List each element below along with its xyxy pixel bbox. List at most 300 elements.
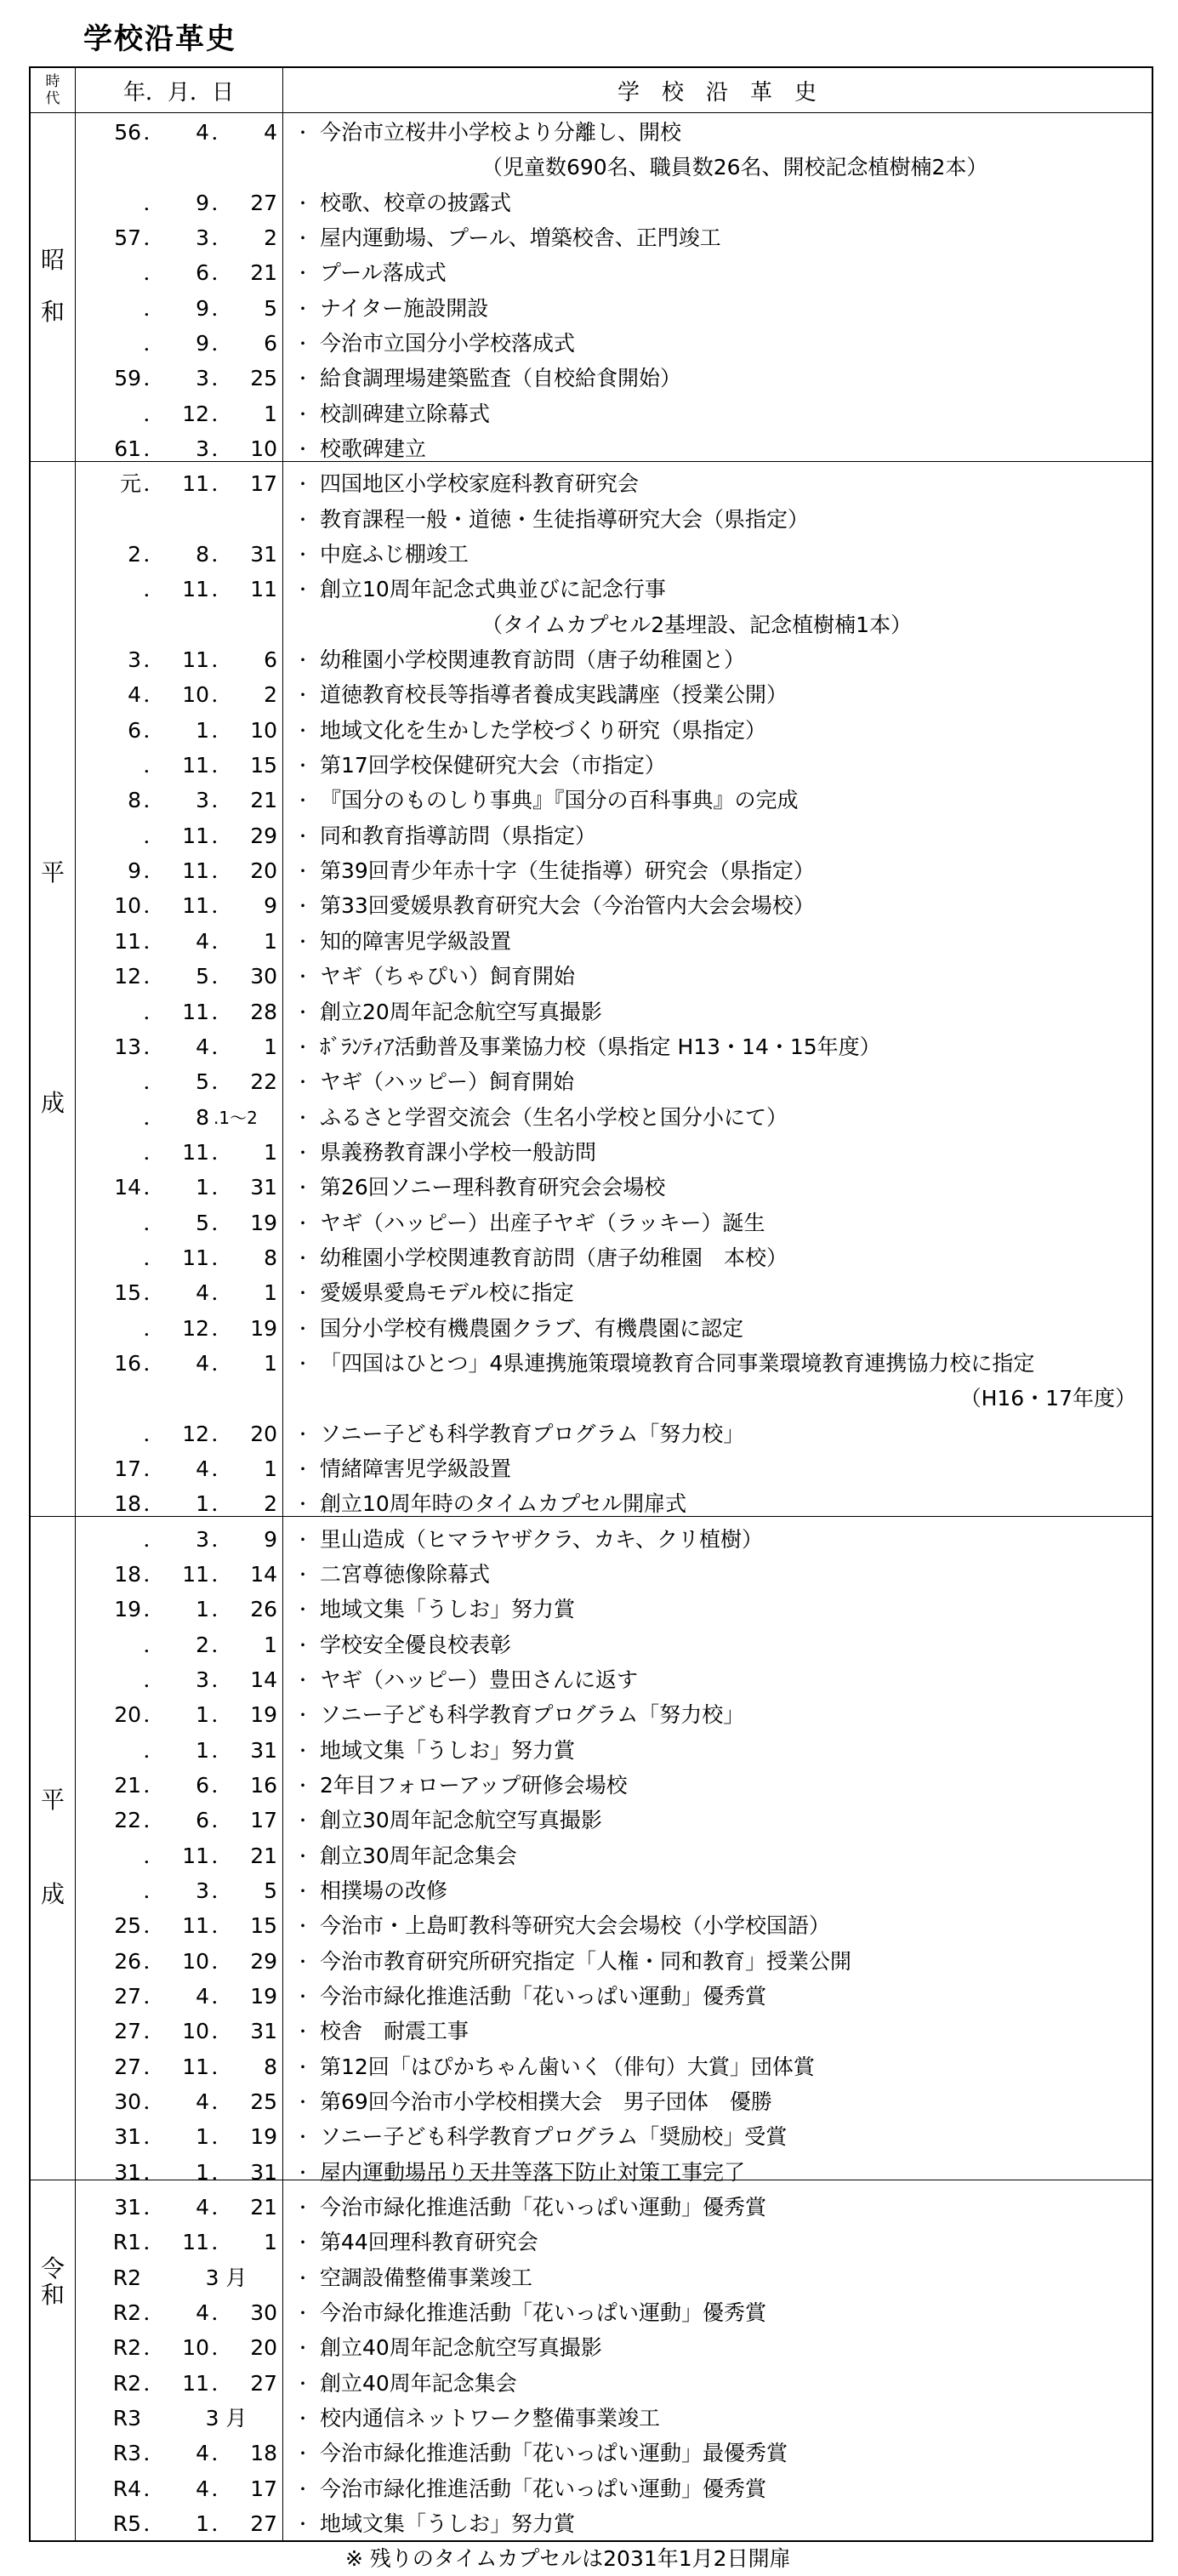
- history-row: [31, 2226, 1152, 2260]
- date-separator: ．: [211, 2300, 233, 2326]
- date-month: 11: [182, 999, 209, 1024]
- header-date: 年．月．日: [122, 79, 234, 105]
- history-row: [31, 467, 1152, 501]
- event-text: 今治市緑化推進活動「花いっぱい運動」優秀賞: [320, 1984, 767, 2009]
- date-separator: ．: [211, 1034, 233, 1059]
- event-text: 第44回理科教育研究会: [320, 2230, 538, 2255]
- event-text: 里山造成（ヒマラヤザクラ、カキ、クリ植樹）: [320, 1526, 764, 1552]
- history-row: [31, 1734, 1152, 1768]
- event-text: 創立30周年記念航空写真撮影: [320, 1808, 602, 1833]
- history-row: [31, 1628, 1152, 1662]
- date-year: R5: [112, 2511, 141, 2537]
- date-day: .1～2: [213, 1107, 258, 1128]
- event-text: 知的障害児学級設置: [320, 928, 512, 954]
- bullet-icon: ・: [294, 1353, 311, 1374]
- date-separator: ．: [143, 1878, 165, 1903]
- date-day: 30: [250, 2300, 277, 2326]
- history-row: [31, 1101, 1152, 1135]
- date-separator: ．: [143, 2476, 165, 2501]
- event-text: 地域文集「うしお」努力賞: [320, 2511, 576, 2537]
- history-row: [31, 2367, 1152, 2401]
- event-text: 創立40周年記念集会: [320, 2370, 517, 2396]
- history-row: [31, 784, 1152, 818]
- bullet-icon: ・: [294, 1740, 311, 1761]
- date-day: 1: [264, 928, 277, 954]
- date-separator: ．: [211, 1491, 233, 1517]
- date-day: 31: [250, 1175, 277, 1200]
- history-row: [31, 1065, 1152, 1099]
- date-separator: ．: [143, 1597, 165, 1622]
- history-row: [31, 432, 1152, 466]
- date-month: 4: [196, 1984, 209, 2009]
- history-row: [31, 2436, 1152, 2471]
- date-day: 25: [250, 366, 277, 391]
- bullet-icon: ・: [294, 1212, 311, 1234]
- header-history: 学 校 沿 革 史: [617, 79, 817, 105]
- date-day: 31: [250, 542, 277, 567]
- bullet-icon: ・: [294, 2303, 311, 2324]
- bullet-icon: ・: [294, 1318, 311, 1339]
- date-year: 25: [114, 1913, 141, 1939]
- date-separator: ．: [143, 1737, 165, 1763]
- date-month: 4: [196, 2089, 209, 2115]
- date-separator: ．: [211, 225, 233, 251]
- date-separator: ．: [143, 928, 165, 954]
- date-year: [80, 1839, 141, 1873]
- bullet-icon: ・: [294, 1634, 311, 1656]
- bullet-icon: ・: [294, 368, 311, 390]
- date-separator: ．: [143, 1245, 165, 1270]
- bullet-icon: ・: [294, 1107, 311, 1128]
- date-separator: ．: [211, 1808, 233, 1833]
- bullet-icon: ・: [294, 1529, 311, 1550]
- date-day: 20: [250, 1421, 277, 1446]
- bullet-icon: ・: [294, 825, 311, 846]
- date-day: 4: [264, 120, 277, 145]
- date-month: 4: [196, 2195, 209, 2220]
- date-separator: ．: [211, 2089, 233, 2115]
- event-text: 地域文集「うしお」努力賞: [320, 1597, 576, 1622]
- bullet-icon: ・: [294, 2443, 311, 2465]
- event-text: 第39回青少年赤十字（生徒指導）研究会（県指定）: [320, 858, 815, 884]
- date-month: 4: [196, 1034, 209, 1059]
- history-row: [31, 1452, 1152, 1486]
- date-year: 6: [128, 717, 141, 743]
- date-separator: ．: [143, 1421, 165, 1446]
- date-separator: ．: [211, 1175, 233, 1200]
- event-text: ﾎﾞﾗﾝﾃｨｱ活動普及事業協力校（県指定 H13・14・15年度）: [320, 1034, 881, 1059]
- date-year: 20: [114, 1702, 141, 1728]
- date-day: 25: [250, 2089, 277, 2115]
- date-separator: ．: [143, 823, 165, 848]
- history-row: [31, 2120, 1152, 2154]
- date-day: 17: [250, 1808, 277, 1833]
- date-day: 15: [250, 1913, 277, 1939]
- date-month: 1: [196, 2159, 209, 2185]
- date-year: [80, 1523, 141, 1557]
- date-separator: ．: [143, 964, 165, 989]
- date-month: 11: [182, 753, 209, 778]
- history-row: [31, 292, 1152, 326]
- bullet-icon: ・: [294, 966, 311, 988]
- event-text: ヤギ（ハッピー）飼育開始: [320, 1069, 575, 1095]
- history-row: [31, 1839, 1152, 1873]
- event-text: 『国分のものしり事典』『国分の百科事典』の完成: [320, 788, 799, 813]
- event-text: 2年目フォローアップ研修会場校: [320, 1772, 628, 1798]
- history-row: [31, 186, 1152, 220]
- event-text: ヤギ（ハッピー）豊田さんに返す: [320, 1667, 639, 1692]
- date-day: 1: [264, 1350, 277, 1376]
- date-day: 1: [264, 1139, 277, 1165]
- date-separator: ．: [143, 647, 165, 673]
- date-separator: ．: [143, 1948, 165, 1974]
- history-row: [31, 327, 1152, 361]
- event-text: プール落成式: [320, 260, 447, 286]
- bullet-icon: ・: [294, 1951, 311, 1972]
- date-year: 17: [114, 1456, 141, 1481]
- bullet-icon: ・: [294, 544, 311, 566]
- date-separator: ．: [143, 2511, 165, 2537]
- history-row: [31, 221, 1152, 255]
- history-row: [31, 749, 1152, 783]
- date-year: 3: [128, 647, 141, 673]
- bullet-icon: ・: [294, 1669, 311, 1690]
- continuation-text: （児童数690名、職員数26名、開校記念植樹楠2本）: [481, 155, 988, 180]
- date-year: [80, 1101, 141, 1135]
- date-day: 20: [250, 858, 277, 884]
- bullet-icon: ・: [294, 439, 311, 460]
- date-separator: ．: [211, 2476, 233, 2501]
- date-day: 2: [264, 1491, 277, 1517]
- date-separator: ．: [143, 2230, 165, 2255]
- bullet-icon: ・: [294, 403, 311, 425]
- date-separator: ．: [143, 366, 165, 391]
- date-year: [80, 573, 141, 607]
- bullet-icon: ・: [294, 2478, 311, 2499]
- date-year: 26: [114, 1948, 141, 1974]
- date-day: 19: [250, 1315, 277, 1341]
- date-separator: ．: [211, 366, 233, 391]
- event-text: 創立10周年時のタイムカプセル開扉式: [320, 1491, 687, 1517]
- date-separator: ．: [211, 1069, 233, 1095]
- date-separator: ．: [211, 682, 233, 708]
- bullet-icon: ・: [294, 1845, 311, 1866]
- date-year: [80, 995, 141, 1029]
- era-char: 昭: [40, 245, 65, 274]
- date-month: 3 月: [205, 2265, 248, 2290]
- date-separator: ．: [211, 1772, 233, 1798]
- bullet-icon: ・: [294, 1247, 311, 1268]
- history-row: [31, 2191, 1152, 2225]
- date-day: 14: [250, 1667, 277, 1692]
- date-year: 18: [114, 1491, 141, 1517]
- bullet-icon: ・: [294, 1916, 311, 1937]
- date-day: 20: [250, 2335, 277, 2361]
- event-text: 創立20周年記念航空写真撮影: [320, 999, 602, 1024]
- era-char: 平: [40, 1786, 65, 1815]
- date-separator: ．: [143, 1210, 165, 1235]
- date-year: [80, 292, 141, 326]
- date-separator: ．: [143, 1139, 165, 1165]
- event-text: 「四国はひとつ」4県連携施策環境教育合同事業環境教育連携協力校に指定: [320, 1350, 1035, 1376]
- date-month: 12: [182, 401, 209, 426]
- date-separator: ．: [143, 331, 165, 356]
- event-text: 校訓碑建立除幕式: [320, 401, 491, 426]
- date-month: 6: [196, 260, 209, 286]
- date-year: 12: [114, 964, 141, 989]
- date-month: 8: [196, 542, 209, 567]
- date-day: 10: [250, 717, 277, 743]
- history-row: [31, 678, 1152, 712]
- event-text: 今治市緑化推進活動「花いっぱい運動」最優秀賞: [320, 2441, 788, 2466]
- date-day: 2: [264, 225, 277, 251]
- date-separator: ．: [143, 1561, 165, 1587]
- date-separator: ．: [211, 788, 233, 813]
- date-month: 3: [196, 1526, 209, 1552]
- date-day: 16: [250, 1772, 277, 1798]
- bullet-icon: ・: [294, 333, 311, 355]
- date-separator: ．: [143, 893, 165, 919]
- date-separator: ．: [143, 542, 165, 567]
- date-day: 27: [250, 2511, 277, 2537]
- date-separator: ．: [211, 1913, 233, 1939]
- history-row: [31, 1382, 1152, 1416]
- date-year: [80, 1417, 141, 1451]
- date-month: 11: [182, 1843, 209, 1868]
- date-separator: ．: [143, 2195, 165, 2220]
- bullet-icon: ・: [294, 2373, 311, 2394]
- history-row: [31, 1698, 1152, 1732]
- event-text: 今治市緑化推進活動「花いっぱい運動」優秀賞: [320, 2300, 767, 2326]
- date-month: 1: [196, 2511, 209, 2537]
- history-row: [31, 1909, 1152, 1943]
- continuation-text: （H16・17年度）: [959, 1386, 1136, 1411]
- event-text: 屋内運動場吊り天井等落下防止対策工事完了: [320, 2159, 746, 2185]
- date-day: 21: [250, 1843, 277, 1868]
- bullet-icon: ・: [294, 2514, 311, 2535]
- header-era: [31, 68, 75, 112]
- history-row: [31, 960, 1152, 994]
- event-text: 国分小学校有機農園クラブ、有機農園に認定: [320, 1315, 744, 1341]
- date-separator: ．: [143, 436, 165, 462]
- era-char: 成: [40, 1089, 65, 1117]
- date-day: 19: [250, 1210, 277, 1235]
- bullet-icon: ・: [294, 1881, 311, 1901]
- history-row: [31, 1487, 1152, 1521]
- bullet-icon: ・: [294, 755, 311, 777]
- date-month: [167, 503, 209, 537]
- date-day: 1: [264, 1632, 277, 1657]
- event-text: 今治市教育研究所研究指定「人権・同和教育」授業公開: [320, 1948, 852, 1974]
- date-year: 27: [114, 1984, 141, 2009]
- date-month: 10: [182, 2019, 209, 2044]
- date-separator: ．: [143, 401, 165, 426]
- date-separator: ．: [211, 717, 233, 743]
- history-row: [31, 503, 1152, 537]
- date-year: [80, 1312, 141, 1346]
- date-day: 31: [250, 2159, 277, 2185]
- history-row: [31, 1136, 1152, 1170]
- bullet-icon: ・: [294, 861, 311, 882]
- date-year: 9: [128, 858, 141, 884]
- date-separator: ．: [211, 753, 233, 778]
- event-text: 創立30周年記念集会: [320, 1843, 517, 1868]
- date-year: 14: [114, 1175, 141, 1200]
- date-separator: ．: [211, 647, 233, 673]
- history-row: [31, 573, 1152, 607]
- bullet-icon: ・: [294, 1458, 311, 1479]
- date-month: 4: [196, 2476, 209, 2501]
- history-row: [31, 1663, 1152, 1697]
- date-year: [80, 819, 141, 853]
- date-day: 5: [264, 1878, 277, 1903]
- date-month: 11: [182, 1561, 209, 1587]
- date-year: 元: [119, 471, 141, 497]
- date-separator: ．: [211, 2159, 233, 2185]
- bullet-icon: ・: [294, 2127, 311, 2148]
- date-separator: ．: [143, 1280, 165, 1306]
- date-separator: ．: [143, 1667, 165, 1692]
- history-row: [31, 2085, 1152, 2119]
- date-separator: ．: [143, 2089, 165, 2115]
- date-separator: ．: [211, 1737, 233, 1763]
- history-row: [31, 854, 1152, 888]
- date-day: 9: [264, 893, 277, 919]
- history-row: [31, 1312, 1152, 1346]
- bullet-icon: ・: [294, 650, 311, 671]
- bullet-icon: ・: [294, 790, 311, 812]
- date-year: R1: [112, 2230, 141, 2255]
- history-row: [31, 2296, 1152, 2330]
- date-month: 4: [196, 1350, 209, 1376]
- date-separator: ．: [143, 1315, 165, 1341]
- date-separator: ．: [143, 1913, 165, 1939]
- date-separator: ．: [211, 295, 233, 321]
- date-month: 11: [182, 471, 209, 497]
- era-char: 成: [40, 1880, 65, 1908]
- event-text: 県義務教育課小学校一般訪問: [320, 1139, 597, 1165]
- header-era-char: 時: [45, 73, 60, 90]
- date-month: 10: [182, 1948, 209, 1974]
- date-year: 27: [114, 2019, 141, 2044]
- date-separator: ．: [211, 1350, 233, 1376]
- event-text: 校内通信ネットワーク整備事業竣工: [320, 2406, 661, 2431]
- bullet-icon: ・: [294, 931, 311, 952]
- bullet-icon: ・: [294, 2232, 311, 2254]
- date-separator: ．: [211, 1597, 233, 1622]
- date-separator: ．: [211, 401, 233, 426]
- date-month: 11: [182, 1245, 209, 1270]
- era-char: 和: [40, 298, 65, 327]
- date-separator: ．: [143, 190, 165, 215]
- date-separator: ．: [211, 823, 233, 848]
- date-separator: ．: [143, 2300, 165, 2326]
- date-year: R3: [112, 2441, 141, 2466]
- date-year: 59: [114, 366, 141, 391]
- event-text: 創立40周年記念航空写真撮影: [320, 2335, 602, 2361]
- event-text: 中庭ふじ棚竣工: [320, 542, 469, 567]
- event-text: 第26回ソニー理科教育研究会会場校: [320, 1175, 666, 1200]
- bullet-icon: ・: [294, 579, 311, 601]
- bullet-icon: ・: [294, 1564, 311, 1585]
- date-month: 5: [196, 1210, 209, 1235]
- date-month: 11: [182, 823, 209, 848]
- event-text: ヤギ（ちゃぴい）飼育開始: [320, 964, 576, 989]
- date-separator: ．: [143, 1350, 165, 1376]
- date-day: 1: [264, 2230, 277, 2255]
- date-separator: ．: [143, 788, 165, 813]
- history-row: [31, 116, 1152, 150]
- date-separator: ．: [211, 858, 233, 884]
- event-text: 給食調理場建築監査（自校給食開始）: [320, 366, 682, 391]
- event-text: 空調設備整備事業竣工: [320, 2265, 533, 2290]
- date-month: 11: [182, 577, 209, 602]
- date-year: 8: [128, 788, 141, 813]
- date-month: 4: [196, 1280, 209, 1306]
- date-separator: ．: [211, 190, 233, 215]
- date-year: R4: [112, 2476, 141, 2501]
- date-separator: ．: [143, 2335, 165, 2361]
- bullet-icon: ・: [294, 2162, 311, 2183]
- date-separator: ．: [211, 1139, 233, 1165]
- date-month: 9: [196, 295, 209, 321]
- date-separator: ．: [211, 2019, 233, 2044]
- event-text: 情緒障害児学級設置: [320, 1456, 512, 1481]
- date-separator: ．: [143, 1984, 165, 2009]
- date-day: 17: [250, 471, 277, 497]
- history-row: [31, 1417, 1152, 1451]
- date-year: 56: [114, 120, 141, 145]
- header-era-char: 代: [45, 90, 60, 107]
- date-separator: ．: [143, 1702, 165, 1728]
- bullet-icon: ・: [294, 192, 311, 214]
- bullet-icon: ・: [294, 1494, 311, 1515]
- date-separator: ．: [143, 577, 165, 602]
- event-text: 第33回愛媛県教育研究大会（今治管内大会会場校）: [320, 893, 815, 919]
- date-year: [80, 256, 141, 290]
- date-day: 21: [250, 260, 277, 286]
- date-day: 2: [264, 682, 277, 708]
- date-year: [80, 1734, 141, 1768]
- date-day: 19: [250, 1702, 277, 1728]
- date-year: 15: [114, 1280, 141, 1306]
- date-year: [80, 186, 141, 220]
- history-row: [31, 1206, 1152, 1240]
- history-row: [31, 362, 1152, 396]
- date-month: 1: [196, 1597, 209, 1622]
- event-text: 第17回学校保健研究大会（市指定）: [320, 753, 666, 778]
- date-day: 9: [264, 1526, 277, 1552]
- date-month: 11: [182, 1913, 209, 1939]
- history-row: [31, 1874, 1152, 1908]
- date-day: 18: [250, 2441, 277, 2466]
- date-month: 8: [196, 1104, 209, 1130]
- date-year: [80, 1241, 141, 1275]
- date-separator: ．: [143, 260, 165, 286]
- date-day: 21: [250, 788, 277, 813]
- bullet-icon: ・: [294, 263, 311, 284]
- history-row: [31, 889, 1152, 923]
- bullet-icon: ・: [294, 1036, 311, 1057]
- date-separator: ．: [211, 2370, 233, 2396]
- date-month: 5: [196, 964, 209, 989]
- bullet-icon: ・: [294, 1072, 311, 1093]
- date-separator: ．: [211, 964, 233, 989]
- date-day: 14: [250, 1561, 277, 1587]
- date-day: 27: [250, 2370, 277, 2396]
- bullet-icon: ・: [294, 1283, 311, 1304]
- date-day: 27: [250, 190, 277, 215]
